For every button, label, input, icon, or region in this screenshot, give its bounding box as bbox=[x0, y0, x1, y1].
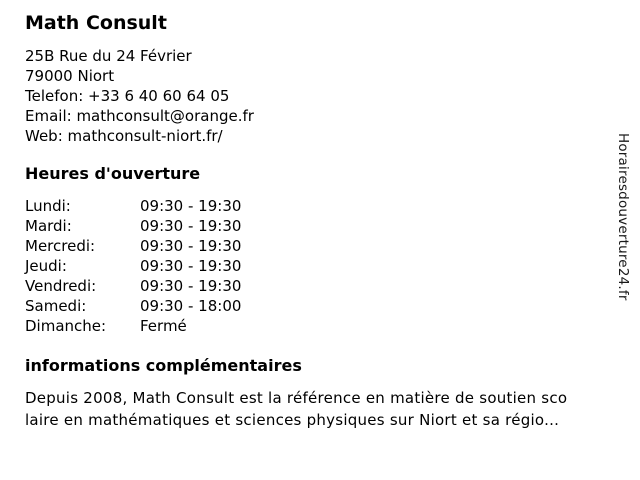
day-hours: 09:30 - 19:30 bbox=[140, 237, 242, 255]
hours-row-sunday bbox=[25, 316, 640, 336]
address-street: 25B Rue du 24 Février bbox=[25, 47, 192, 65]
email-line: Email: mathconsult@orange.fr bbox=[25, 107, 254, 125]
day-label: Lundi: bbox=[25, 197, 71, 215]
additional-info-text bbox=[25, 387, 640, 431]
day-label: Samedi: bbox=[25, 297, 87, 315]
day-label: Dimanche: bbox=[25, 317, 107, 335]
hours-row-saturday bbox=[25, 296, 640, 316]
day-hours: 09:30 - 19:30 bbox=[140, 257, 242, 275]
day-label: Mardi: bbox=[25, 217, 72, 235]
hours-row-thursday bbox=[25, 256, 640, 276]
address-city: 79000 Niort bbox=[25, 67, 115, 85]
day-hours: 09:30 - 19:30 bbox=[140, 197, 242, 215]
day-hours: Fermé bbox=[140, 317, 187, 335]
day-hours: 09:30 - 19:30 bbox=[140, 277, 242, 295]
additional-info-title: informations complémentaires bbox=[25, 356, 302, 375]
hours-row-wednesday bbox=[25, 236, 640, 256]
business-name: Math Consult bbox=[25, 12, 167, 34]
info-text-line2: laire en mathématiques et sciences physiques sur Niort et sa régio... bbox=[25, 411, 560, 429]
watermark-vertical-text: Horairesdouverture24.fr bbox=[615, 133, 631, 301]
day-hours: 09:30 - 19:30 bbox=[140, 217, 242, 235]
hours-row-tuesday bbox=[25, 216, 640, 236]
web-line: Web: mathconsult-niort.fr/ bbox=[25, 127, 223, 145]
contact-block bbox=[25, 46, 640, 146]
day-label: Vendredi: bbox=[25, 277, 97, 295]
info-text-line1: Depuis 2008, Math Consult est la référence en matière de soutien sco bbox=[25, 389, 568, 407]
day-hours: 09:30 - 18:00 bbox=[140, 297, 242, 315]
hours-row-monday bbox=[25, 196, 640, 216]
hours-row-friday bbox=[25, 276, 640, 296]
opening-hours-table bbox=[25, 196, 640, 336]
phone-line: Telefon: +33 6 40 60 64 05 bbox=[25, 87, 230, 105]
day-label: Mercredi: bbox=[25, 237, 96, 255]
day-label: Jeudi: bbox=[25, 257, 67, 275]
opening-hours-title: Heures d'ouverture bbox=[25, 164, 201, 183]
